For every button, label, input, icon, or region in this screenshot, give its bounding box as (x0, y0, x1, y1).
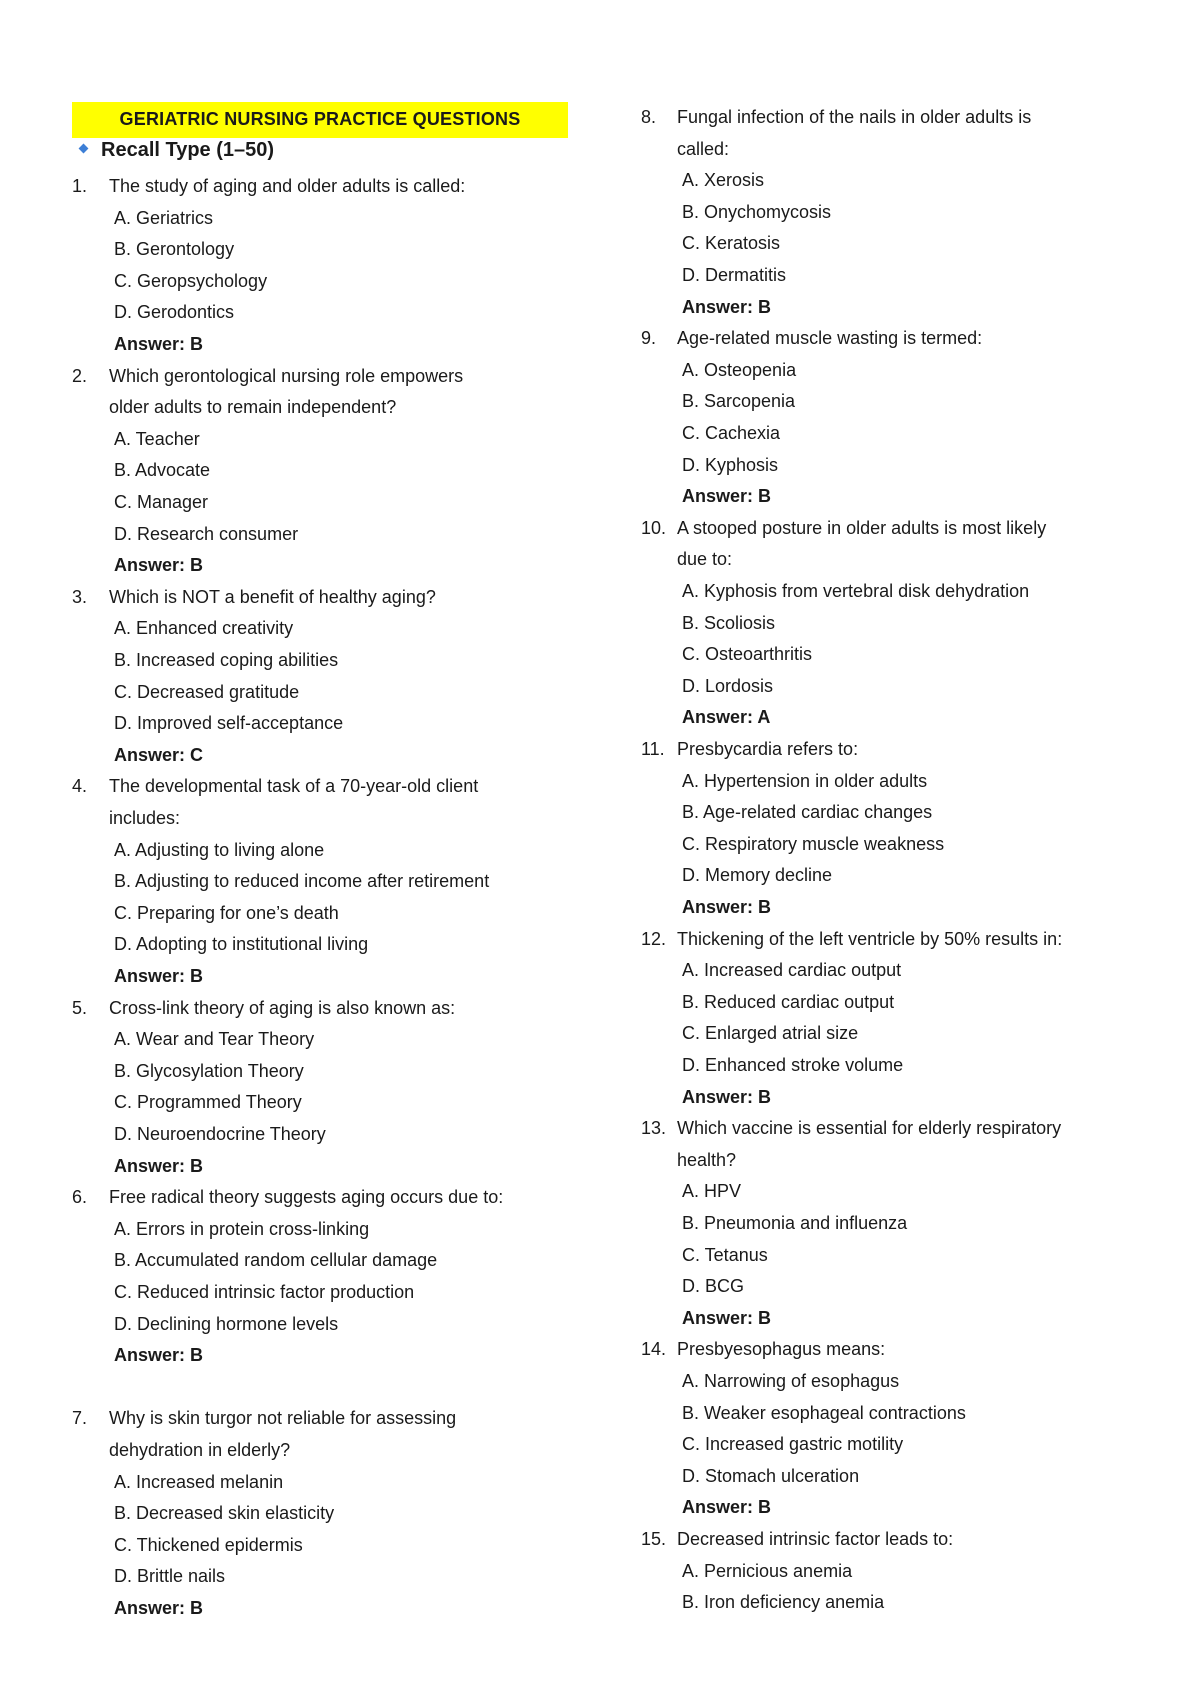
answer-option: A. Enhanced creativity (114, 618, 294, 639)
answer-option: B. Accumulated random cellular damage (114, 1250, 438, 1271)
question-number: 8. (641, 107, 657, 127)
answer-option: B. Advocate (114, 460, 211, 481)
question-number: 15. (641, 1529, 667, 1549)
answer-option: C. Programmed Theory (114, 1092, 302, 1113)
answer-option: A. Adjusting to living alone (114, 839, 325, 860)
answer-key: Answer: B (682, 296, 772, 317)
question-number: 11. (641, 739, 665, 759)
question-text: Decreased intrinsic factor leads to: (677, 1529, 954, 1549)
answer-option: C. Enlarged atrial size (682, 1023, 859, 1044)
answer-option: D. Research consumer (114, 523, 299, 544)
answer-option: D. Dermatitis (682, 265, 787, 285)
answer-option: D. Improved self-acceptance (114, 713, 344, 734)
answer-option: C. Cachexia (682, 423, 781, 443)
answer-option: B. Weaker esophageal contractions (682, 1402, 966, 1423)
question-number: 4. (72, 776, 88, 797)
question-text: Age-related muscle wasting is termed: (677, 328, 983, 349)
answer-option: D. Enhanced stroke volume (682, 1055, 904, 1075)
question-number: 7. (72, 1408, 88, 1429)
answer-option: B. Gerontology (114, 239, 235, 260)
answer-option: C. Osteoarthritis (682, 644, 813, 665)
question-number: 12. (641, 928, 667, 949)
question-number: 3. (72, 586, 88, 607)
answer-option: A. Increased melanin (114, 1471, 284, 1492)
answer-option: D. Declining hormone levels (114, 1313, 339, 1334)
answer-option: C. Decreased gratitude (114, 681, 300, 702)
answer-key: Answer: A (682, 707, 771, 728)
answer-option: C. Thickened epidermis (114, 1534, 303, 1555)
question-text: A stooped posture in older adults is most likely (677, 517, 1047, 538)
question-number: 2. (72, 365, 88, 386)
question-text: Which vaccine is essential for elderly respiratory (677, 1118, 1062, 1139)
answer-key: Answer: C (114, 744, 204, 765)
question-text: older adults to remain independent? (109, 397, 397, 418)
answer-option: B. Glycosylation Theory (114, 1060, 304, 1081)
answer-option: A. HPV (682, 1181, 742, 1202)
answer-option: D. Memory decline (682, 865, 833, 886)
answer-option: D. Kyphosis (682, 454, 779, 475)
answer-option: D. Gerodontics (114, 302, 235, 323)
question-number: 6. (72, 1187, 88, 1208)
answer-option: C. Respiratory muscle weakness (682, 833, 945, 854)
title-highlight (72, 102, 568, 138)
answer-key: Answer: B (682, 897, 772, 917)
answer-option: A. Osteopenia (682, 359, 797, 380)
question-number: 13. (641, 1118, 667, 1139)
question-text: Why is skin turgor not reliable for assessing (109, 1408, 457, 1429)
answer-option: D. BCG (682, 1276, 745, 1297)
answer-option: B. Iron deficiency anemia (682, 1592, 885, 1613)
answer-option: B. Increased coping abilities (114, 650, 339, 670)
question-text: Thickening of the left ventricle by 50% results in: (677, 928, 1063, 949)
answer-key: Answer: B (114, 1598, 204, 1618)
answer-option: C. Geropsychology (114, 270, 268, 291)
answer-option: A. Errors in protein cross-linking (114, 1218, 370, 1239)
answer-option: C. Preparing for one’s death (114, 902, 339, 923)
answer-key: Answer: B (114, 1155, 204, 1176)
question-text: called: (677, 138, 730, 159)
question-text: Presbycardia refers to: (677, 739, 859, 759)
question-text: dehydration in elderly? (109, 1440, 291, 1460)
question-text: The study of aging and older adults is called: (109, 176, 466, 196)
question-number: 1. (72, 176, 88, 196)
question-text: Presbyesophagus means: (677, 1339, 886, 1360)
answer-option: C. Tetanus (682, 1244, 768, 1265)
section-heading-text: Recall Type (1–50) (101, 139, 275, 161)
answer-option: B. Pneumonia and influenza (682, 1213, 908, 1233)
answer-option: B. Adjusting to reduced income after retirement (114, 871, 490, 892)
question-text: Which is NOT a benefit of healthy aging? (109, 586, 436, 607)
answer-option: B. Decreased skin elasticity (114, 1503, 335, 1524)
diamond-bullet-icon (79, 144, 89, 154)
answer-key: Answer: B (114, 555, 204, 576)
answer-option: D. Neuroendocrine Theory (114, 1124, 326, 1144)
question-text: Fungal infection of the nails in older adults is (677, 107, 1032, 127)
answer-option: C. Manager (114, 492, 209, 512)
question-number: 9. (641, 328, 657, 349)
question-text: includes: (109, 808, 181, 828)
answer-key: Answer: B (114, 966, 204, 986)
question-text: Cross-link theory of aging is also known as: (109, 997, 456, 1018)
answer-option: D. Adopting to institutional living (114, 934, 369, 955)
question-text: health? (677, 1149, 737, 1170)
answer-option: D. Brittle nails (114, 1566, 226, 1587)
question-number: 10. (641, 517, 667, 538)
page-title: GERIATRIC NURSING PRACTICE QUESTIONS (119, 109, 521, 129)
answer-option: D. Stomach ulceration (682, 1465, 860, 1486)
question-text: The developmental task of a 70-year-old client (109, 776, 479, 797)
answer-key: Answer: B (682, 1307, 772, 1328)
question-text: Which gerontological nursing role empowers (109, 365, 464, 386)
answer-option: A. Narrowing of esophagus (682, 1371, 900, 1391)
answer-option: A. Increased cardiac output (682, 960, 902, 981)
answer-option: B. Onychomycosis (682, 201, 832, 222)
answer-key: Answer: B (682, 1086, 772, 1107)
answer-option: D. Lordosis (682, 675, 774, 696)
question-text: due to: (677, 549, 733, 570)
answer-option: A. Kyphosis from vertebral disk dehydration (682, 581, 1030, 601)
section-heading (80, 139, 274, 162)
answer-option: A. Pernicious anemia (682, 1560, 853, 1581)
question-text: Free radical theory suggests aging occurs due to: (109, 1187, 504, 1208)
answer-option: B. Sarcopenia (682, 391, 796, 412)
answer-option: B. Reduced cardiac output (682, 991, 895, 1012)
answer-key: Answer: B (682, 486, 772, 507)
question-number: 5. (72, 997, 88, 1018)
answer-option: A. Wear and Tear Theory (114, 1029, 315, 1050)
answer-option: A. Xerosis (682, 170, 765, 191)
question-number: 14. (641, 1339, 667, 1360)
answer-option: B. Scoliosis (682, 612, 776, 633)
answer-option: B. Age-related cardiac changes (682, 802, 933, 823)
answer-option: A. Geriatrics (114, 207, 214, 228)
answer-option: A. Hypertension in older adults (682, 770, 928, 791)
answer-key: Answer: B (114, 1345, 204, 1366)
answer-option: A. Teacher (114, 428, 200, 449)
answer-option: C. Increased gastric motility (682, 1434, 904, 1455)
answer-option: C. Keratosis (682, 233, 781, 254)
answer-option: C. Reduced intrinsic factor production (114, 1282, 415, 1302)
answer-key: Answer: B (682, 1497, 772, 1518)
answer-key: Answer: B (114, 334, 204, 354)
